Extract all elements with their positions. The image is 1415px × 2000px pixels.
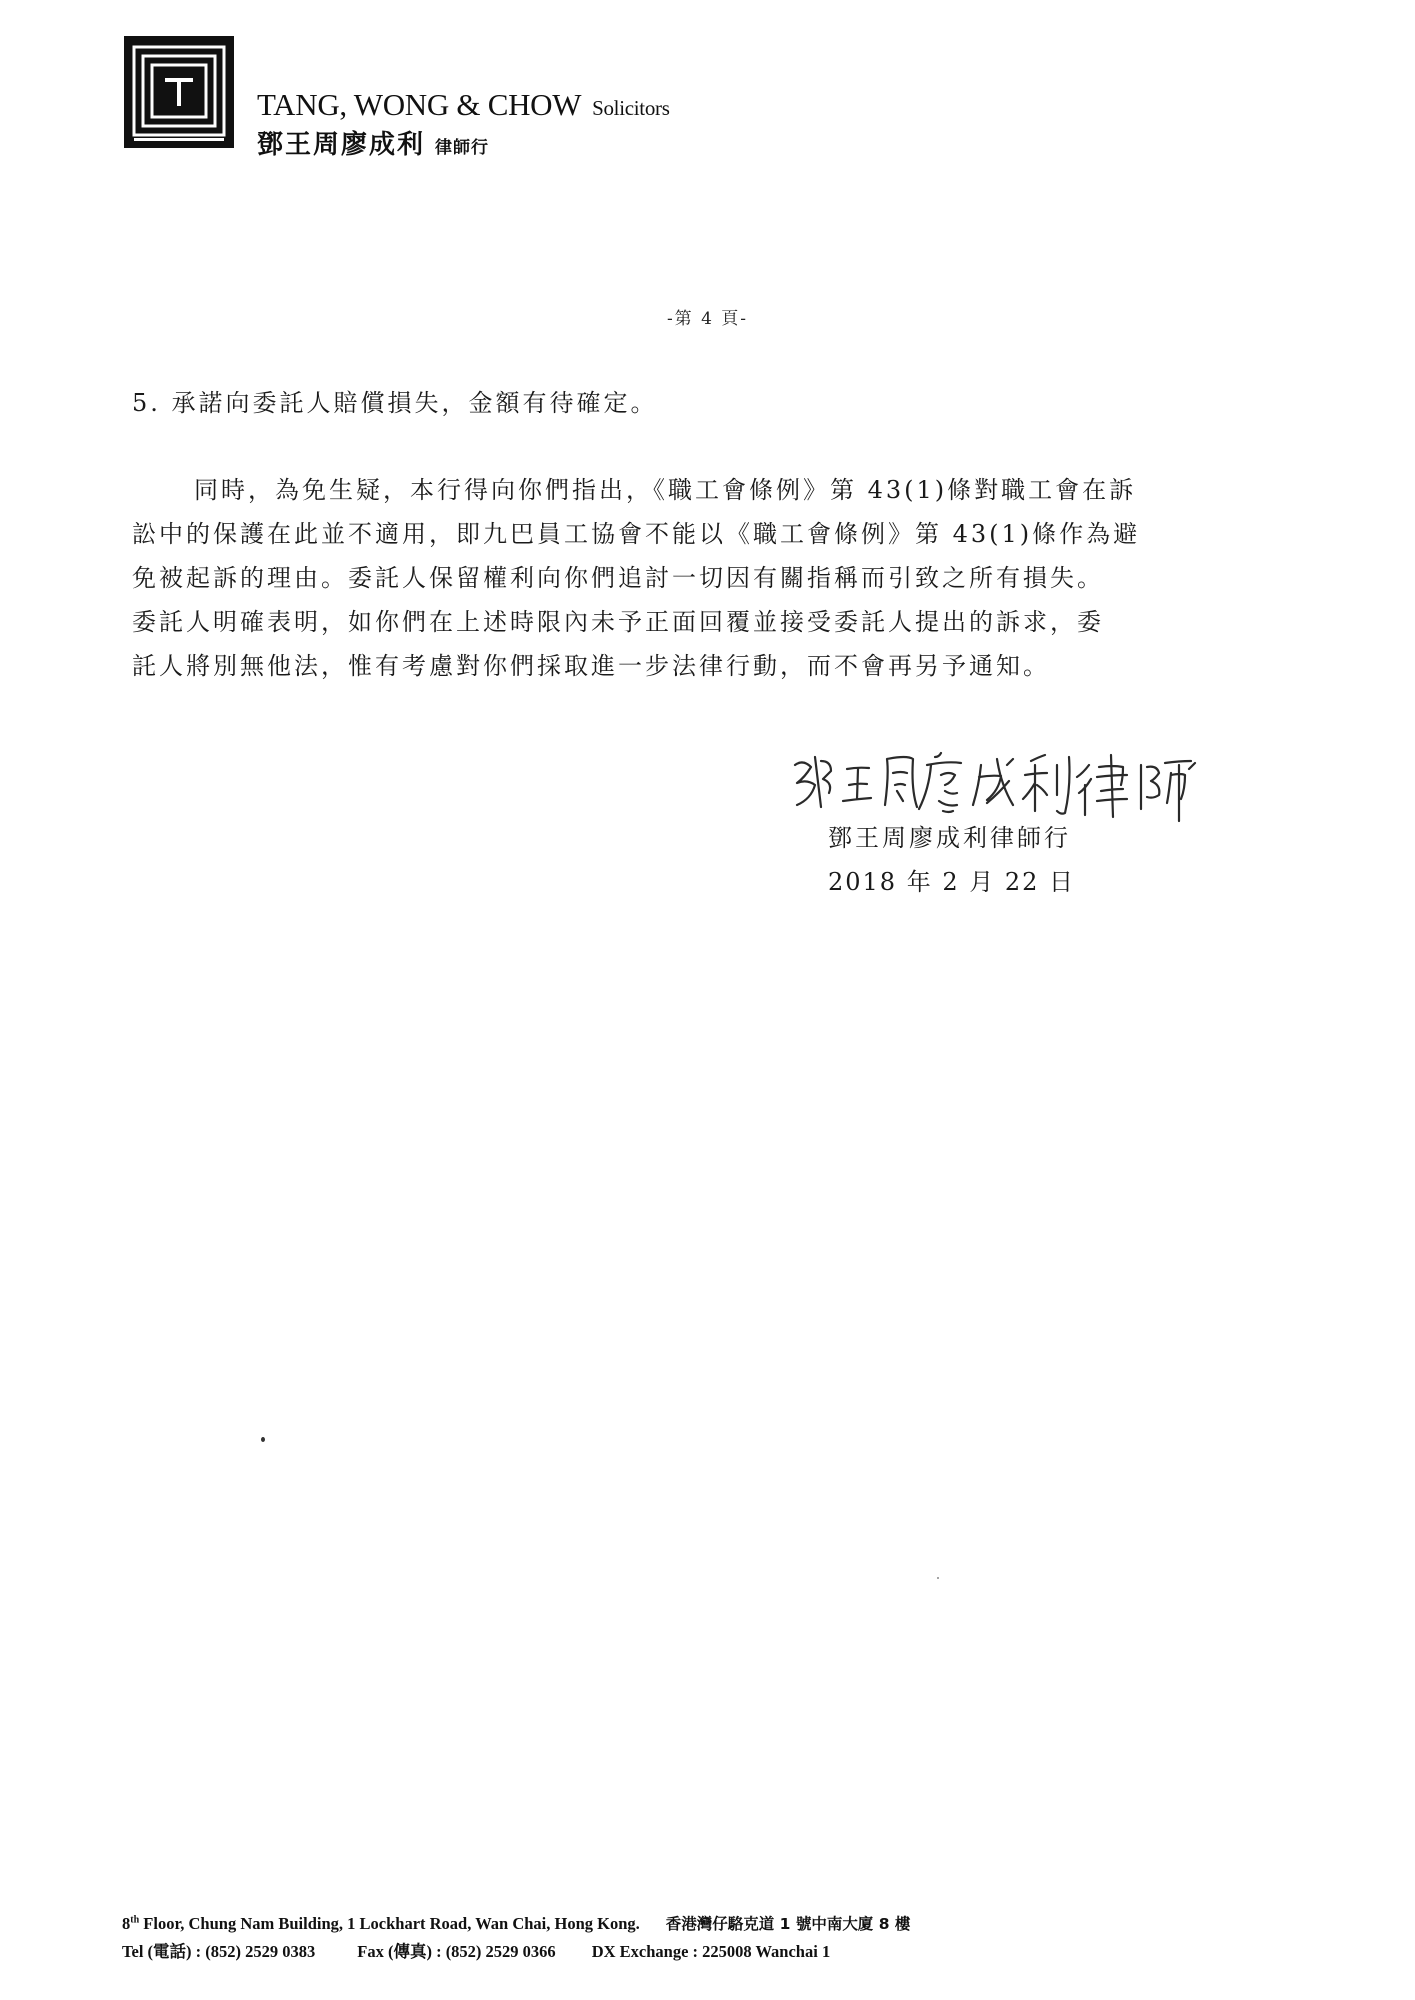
paragraph-line: 託人將別無他法，惟有考慮對你們採取進一步法律行動，而不會再另予通知。 — [132, 652, 1050, 680]
body-paragraph — [132, 468, 1282, 688]
footer-dx: DX Exchange : 225008 Wanchai 1 — [591, 1942, 831, 1961]
firm-solicitors-label: Solicitors — [592, 96, 670, 120]
firm-name-zh — [257, 124, 489, 161]
firm-name-en — [257, 87, 670, 123]
footer-tel: Tel (電話) : (852) 2529 0383 — [122, 1942, 316, 1961]
footer-address-en: Floor, Chung Nam Building, 1 Lockhart Road, Wan Chai, Hong Kong. — [139, 1914, 640, 1933]
scan-speck — [261, 1437, 265, 1442]
scan-speck — [937, 1577, 939, 1579]
footer-fax: Fax (傳真) : (852) 2529 0366 — [357, 1942, 556, 1961]
footer — [122, 1910, 910, 1966]
list-item-5: 5. 承諾向委託人賠償損失，金額有待確定。 — [132, 389, 658, 417]
paragraph-line: 訟中的保護在此並不適用，即九巴員工協會不能以《職工會條例》第 43(1)條作為避 — [132, 520, 1141, 548]
firm-name-zh-suffix: 律師行 — [435, 138, 490, 158]
footer-address-zh: 香港灣仔駱克道 1 號中南大廈 8 樓 — [665, 1915, 911, 1933]
firm-name-zh-text: 鄧王周廖成利 — [257, 130, 426, 160]
handwritten-signature — [785, 735, 1205, 830]
firm-name-en-text: TANG, WONG & CHOW — [257, 87, 581, 122]
signatory-firm-name: 鄧王周廖成利律師行 — [828, 824, 1071, 852]
letter-date: 2018 年 2 月 22 日 — [828, 868, 1076, 896]
footer-contacts — [122, 1938, 910, 1966]
footer-floor-suffix: th — [130, 1914, 140, 1926]
paragraph-line: 同時，為免生疑，本行得向你們指出，《職工會條例》第 43(1)條對職工會在訴 — [194, 476, 1137, 504]
paragraph-line: 委託人明確表明，如你們在上述時限內未予正面回覆並接受委託人提出的訴求，委 — [132, 608, 1104, 636]
footer-address — [122, 1910, 910, 1938]
page-number: -第 4 頁- — [666, 309, 749, 329]
paragraph-line: 免被起訴的理由。委託人保留權利向你們追討一切因有關指稱而引致之所有損失。 — [132, 564, 1104, 592]
footer-floor-number: 8 — [122, 1914, 131, 1933]
firm-logo-icon — [124, 36, 234, 148]
